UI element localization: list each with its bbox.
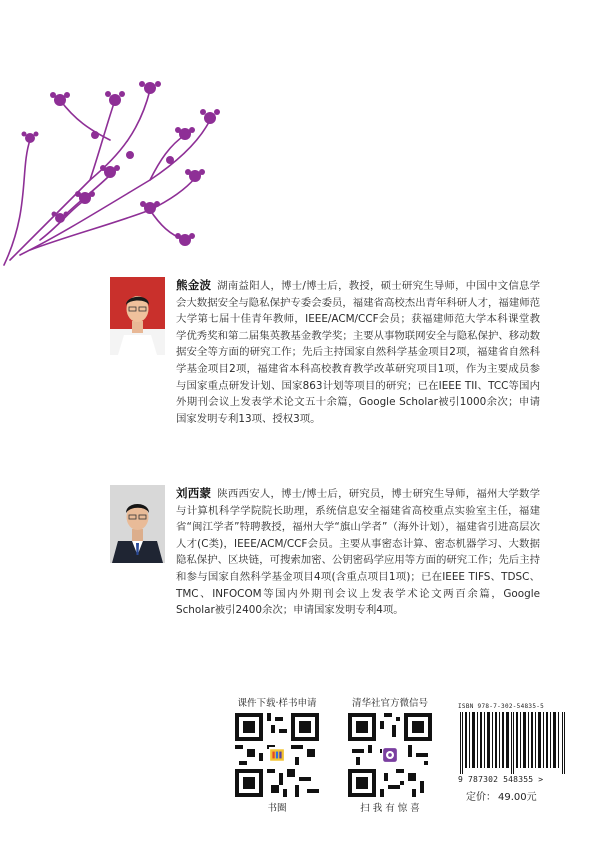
- author-bio-text-2: [176, 485, 540, 619]
- author-name: 熊金波: [176, 278, 212, 292]
- price-value: 49.00元: [498, 792, 537, 803]
- qr-caption-top: 清华社官方微信号: [351, 698, 428, 709]
- isbn-label: ISBN 978-7-302-54835-5: [458, 703, 545, 710]
- qr-code-image[interactable]: [348, 713, 432, 797]
- author-photo-2: [110, 485, 165, 563]
- qr-code-wechat: [345, 695, 435, 814]
- barcode-bars: [458, 712, 570, 774]
- qr-caption-bottom: 扫 我 有 惊 喜: [360, 803, 420, 814]
- wechat-logo-icon: [382, 747, 398, 763]
- author-bio-1: [110, 277, 540, 427]
- author-bio-text-1: [176, 277, 540, 427]
- qr-caption-bottom: 书圈: [267, 803, 287, 814]
- author-photo-1: [110, 277, 165, 355]
- author-description: 陕西西安人，博士/博士后，研究员，博士研究生导师，福州大学数学与计算机科学学院院长助理，系统信息安全福建省高校重点实验室主任，福建省“闽江学者”特聘教授，福州大学“旗山学者”（海外计划），福建省引进高层次人才(C类)，IEEE/ACM/CCF会员。主要从事密态计算、密态机器学习、大数据隐私保护、区块链，可搜索加密、公钥密码学应用等方面的研究工作；先后主持和参与国家自然科学基金项目4项(含重点项目1项)；已在IEEE TIFS、TDSC、TMC、INFOCOM等国内外期刊会议上发表学术论文两百余篇，Google Scholar被引2400余次；申请国家发明专利4项。: [176, 488, 541, 617]
- author-name: 刘西蒙: [176, 486, 212, 500]
- author-bio-2: [110, 485, 540, 619]
- book-logo-icon: [269, 747, 285, 763]
- isbn-barcode: [458, 703, 570, 784]
- price: [466, 788, 537, 803]
- floral-decoration: [0, 60, 240, 270]
- price-label: 定价：: [466, 792, 496, 803]
- qr-caption-top: 课件下载·样书申请: [237, 698, 317, 709]
- qr-code-resources: [232, 695, 322, 814]
- author-description: 湖南益阳人，博士/博士后，教授，硕士研究生导师，中国中文信息学会大数据安全与隐私保护专委会委员，福建省高校杰出青年科研人才，福建师范大学第七届十佳青年教师，IEEE/ACM/CCF会员；获福建师范大学本科课堂教学优秀奖和第二届集英教基金教学奖；主要从事物联网安全与隐私保护、移动数据安全等方面的研究工作；先后主持国家自然科学基金项目2项，福建省自然科学基金项目2项，福建省本科高校教育教学改革研究项目1项，作为主要成员参与国家重点研发计划、国家863计划等项目的研究；已在IEEE TII、TCC等国内外期刊会议上发表学术论文五十余篇，Google Scholar被引1000余次；申请国家发明专利13项、授权3项。: [176, 280, 541, 425]
- barcode-digits: 9 787302 548355 >: [458, 775, 544, 784]
- qr-code-image[interactable]: [235, 713, 319, 797]
